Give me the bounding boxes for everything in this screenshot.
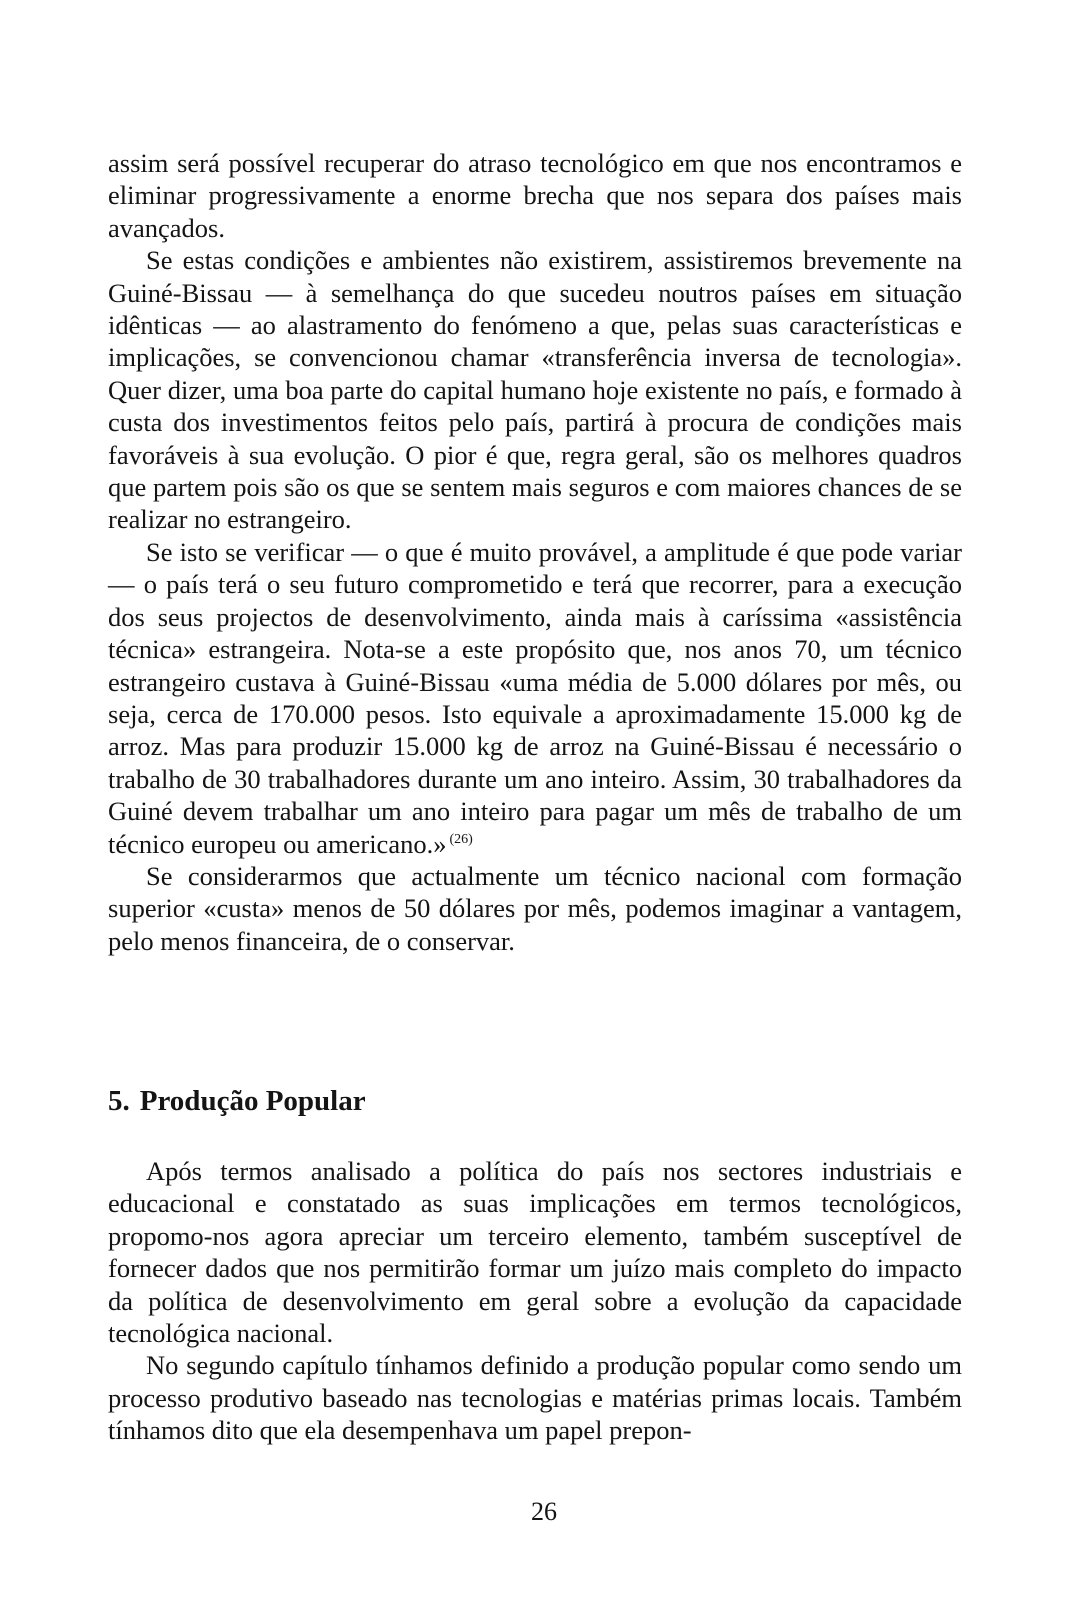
paragraph-popular-production: No segundo capítulo tínhamos definido a produção popular como sendo um processo produtivo baseado nas tecnologias e matérias primas locais. Também tínhamos dito que ela desempenhava um papel prepon- — [108, 1350, 962, 1446]
page-number: 26 — [531, 1497, 557, 1526]
paragraph-national-technician: Se considerarmos que actualmente um técnico nacional com formação superior «custa» menos de 50 dólares por mês, podemos imaginar a vantagem, pelo menos financeira, de o conservar. — [108, 860, 962, 956]
paragraph-technical-assistance — [108, 536, 962, 860]
section-number: 5. — [108, 1085, 130, 1117]
body-text — [108, 147, 962, 957]
section-body — [108, 1155, 962, 1447]
footnote-reference: (26) — [449, 831, 473, 847]
paragraph-technical-assistance-text: Se isto se verificar — o que é muito provável, a amplitude é que pode variar — o país terá o seu futuro comprometido e terá que recorrer, para a execução dos seus projectos de desenvolvimento, ainda mais à caríssima «assistência técnica» estrangeira. Nota-se a este propósito que, nos anos 70, um técnico estrangeiro custava à Guiné-Bissau «uma média de 5.000 dólares por mês, ou seja, cerca de 170.000 pesos. Isto equivale a aproximadamente 15.000 kg de arroz. Mas para produzir 15.000 kg de arroz na Guiné-Bissau é necessário o trabalho de 30 trabalhadores durante um ano inteiro. Assim, 30 trabalhadores da Guiné devem trabalhar um ano inteiro para pagar um mês de trabalho de um técnico europeu ou americano.» — [108, 536, 962, 859]
section-title: Produção Popular — [139, 1085, 366, 1117]
paragraph-brain-drain: Se estas condições e ambientes não existirem, assistiremos brevemente na Guiné-Bissau — à semelhança do que sucedeu noutros países em situação idênticas — ao alastramento do fenómeno a que, pelas suas características e implicações, se convencionou chamar «transferência inversa de tecnologia». Quer dizer, uma boa parte do capital humano hoje existente no país, e formado à custa dos investimentos feitos pelo país, partirá à procura de condições mais favoráveis à sua evolução. O pior é que, regra geral, são os melhores quadros que partem pois são os que se sentem mais seguros e com maiores chances de se realizar no estrangeiro. — [108, 245, 962, 535]
paragraph-section-intro: Após termos analisado a política do país nos sectores industriais e educacional e constatado as suas implicações em termos tecnológicos, propomo-nos agora apreciar um terceiro elemento, também susceptível de fornecer dados que nos permitirão formar um juízo mais completo do impacto da política de desenvolvimento em geral sobre a evolução da capacidade tecnológica nacional. — [108, 1156, 962, 1349]
paragraph-continuation: assim será possível recuperar do atraso tecnológico em que nos encontramos e eliminar progressivamente a enorme brecha que nos separa dos países mais avançados. — [108, 148, 962, 243]
section-heading — [108, 1083, 366, 1119]
